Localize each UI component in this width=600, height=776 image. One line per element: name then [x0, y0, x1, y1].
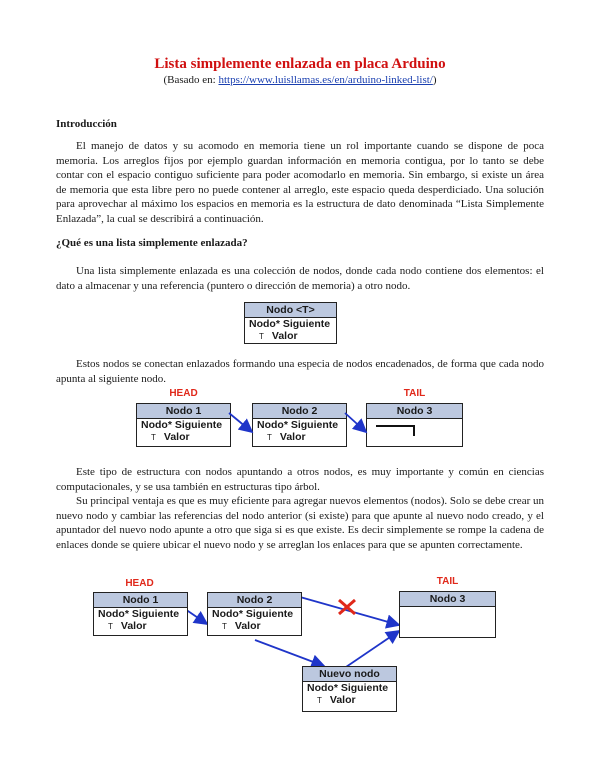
chain-arrow-1-2 [229, 413, 252, 432]
insert-node-2-value: Valor [234, 620, 261, 632]
insert-tail-label: TAIL [436, 576, 459, 587]
insert-new-node-next: Nodo* Siguiente [307, 682, 389, 694]
chain-node-3-header: Nodo 3 [367, 404, 462, 419]
insert-arrow-2-new [255, 640, 324, 666]
insert-new-node-value: Valor [329, 694, 356, 706]
chain-head-label: HEAD [169, 388, 198, 399]
chain-node-1-value: Valor [163, 431, 190, 443]
insert-node-3 [399, 591, 496, 638]
insert-new-node-header: Nuevo nodo [303, 667, 396, 682]
insert-node-3-header: Nodo 3 [400, 592, 495, 607]
chain-tail-label: TAIL [403, 388, 426, 399]
intro-heading: Introducción [56, 118, 117, 130]
source-link[interactable]: https://www.luisllamas.es/en/arduino-linked-list/ [218, 74, 433, 86]
insert-head-label: HEAD [125, 578, 154, 589]
insert-node-2 [207, 592, 302, 636]
section-paragraph-4: Su principal ventaja es que es muy eficiente para agregar nuevos elementos (nodos). Solo se debe crear un nuevo nodo y cambiar las referencias del nodo anterior (si existe) para que apunte al nuevo nodo creado, y el apuntador del nuevo nodo apunte a otro que siga si es que existe. Es decir simplemente se rompe la cadena de enlaces donde se quiere ubicar el nuevo nodo y se arreglan los enlaces para que se apunten correctamente. [56, 495, 544, 551]
insert-node-2-header: Nodo 2 [208, 593, 301, 608]
insert-arrow-1-2 [185, 609, 207, 624]
chain-node-2-type: T [267, 433, 272, 442]
insert-node-2-next: Nodo* Siguiente [212, 608, 294, 620]
chain-node-2-header: Nodo 2 [253, 404, 346, 419]
subtitle-suffix: ) [432, 74, 437, 86]
insert-node-1-value: Valor [120, 620, 147, 632]
chain-node-1-type: T [151, 433, 156, 442]
generic-node-type: T [259, 332, 264, 341]
insert-new-node-type: T [317, 696, 322, 705]
insert-node-1-header: Nodo 1 [94, 593, 187, 608]
section-paragraph-3: Este tipo de estructura con nodos apuntando a otros nodos, es muy importante y común en ciencias computacionales, y se usa también en estructuras tipo árbol. [56, 466, 544, 493]
insert-new-node [302, 666, 397, 712]
chain-null-icon [376, 426, 414, 436]
generic-node-header: Nodo <T> [245, 303, 336, 318]
generic-node-value: Valor [271, 330, 298, 342]
chain-node-1-header: Nodo 1 [137, 404, 230, 419]
insert-node-1 [93, 592, 188, 636]
section-paragraph-2: Estos nodos se conectan enlazados formando una especia de nodos encadenados, de forma que cada nodo apunta al siguiente nodo. [56, 358, 544, 385]
chain-node-1-next: Nodo* Siguiente [141, 419, 223, 431]
chain-node-2-value: Valor [279, 431, 306, 443]
generic-node-next: Nodo* Siguiente [249, 318, 331, 330]
intro-paragraph: El manejo de datos y su acomodo en memoria tiene un rol importante cuando se dispone de poca memoria. Los arreglos fijos por ejemplo guardan información en memoria contigua, por lo tanto se debe contar con el espacio contiguo suficiente para poder acomodarlo en memoria. Sin embargo, si existe un área de memoria que esta libre pero no puede contener al arreglo, este espacio queda desperdiciado. Una solución para aprovechar al máximo los espacios en memoria es la estructura de dato denominada “Lista Simplemente Enlazada”, la cual se describirá a continuación. [56, 140, 544, 225]
insert-arrow-new-3 [346, 631, 399, 667]
subtitle-prefix: (Basado en: [163, 74, 219, 86]
page-title: Lista simplemente enlazada en placa Arduino [154, 56, 446, 72]
section-heading: ¿Qué es una lista simplemente enlazada? [56, 237, 248, 249]
break-cross-icon [339, 600, 355, 614]
insert-node-1-next: Nodo* Siguiente [98, 608, 180, 620]
chain-node-2-next: Nodo* Siguiente [257, 419, 339, 431]
insert-node-2-type: T [222, 622, 227, 631]
section-paragraph-1: Una lista simplemente enlazada es una colección de nodos, donde cada nodo contiene dos elementos: el dato a almacenar y una referencia (puntero o dirección de memoria) a otro nodo. [56, 265, 544, 292]
insert-node-1-type: T [108, 622, 113, 631]
chain-arrow-2-3 [345, 413, 366, 432]
